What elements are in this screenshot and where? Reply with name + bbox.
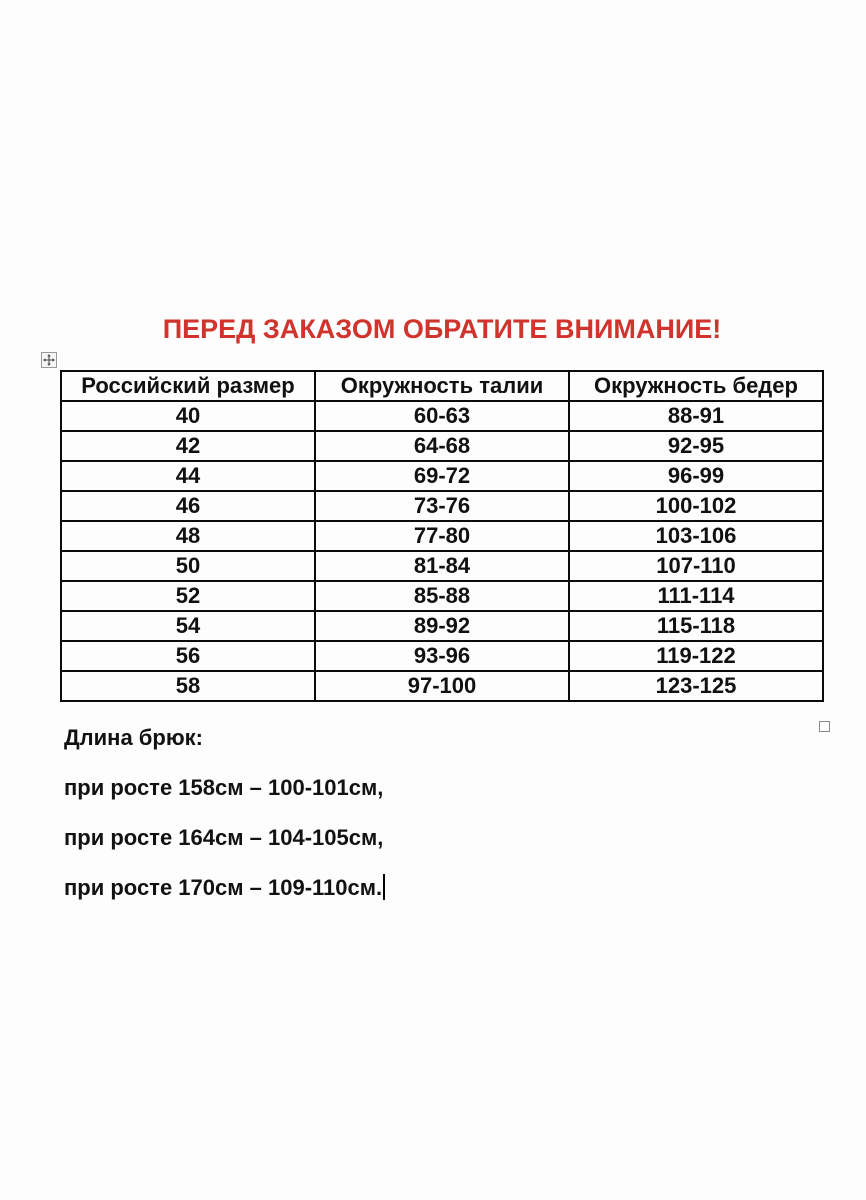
table-cell: 73-76 [315, 491, 569, 521]
table-cell: 88-91 [569, 401, 823, 431]
header-hip-circumference: Окружность бедер [569, 371, 823, 401]
notes-heading [64, 724, 764, 752]
note-line [64, 874, 764, 902]
header-russian-size: Российский размер [61, 371, 315, 401]
table-row [61, 461, 823, 491]
table-cell: 56 [61, 641, 315, 671]
table-cell: 54 [61, 611, 315, 641]
table-cell: 69-72 [315, 461, 569, 491]
size-table-container [60, 370, 824, 702]
table-cell: 42 [61, 431, 315, 461]
note-line [64, 774, 764, 802]
table-header-row [61, 371, 823, 401]
table-cell: 89-92 [315, 611, 569, 641]
table-row [61, 581, 823, 611]
note-line [64, 824, 764, 852]
table-row [61, 401, 823, 431]
table-cell: 81-84 [315, 551, 569, 581]
table-cell: 40 [61, 401, 315, 431]
table-cell: 44 [61, 461, 315, 491]
table-resize-handle[interactable] [819, 721, 830, 732]
move-icon [43, 354, 55, 366]
table-row [61, 671, 823, 701]
table-cell: 46 [61, 491, 315, 521]
table-row [61, 611, 823, 641]
table-cell: 119-122 [569, 641, 823, 671]
note-line-text: при росте 158см – 100-101см, [64, 775, 384, 800]
table-move-handle[interactable] [41, 352, 57, 368]
table-cell: 92-95 [569, 431, 823, 461]
size-table-body [61, 401, 823, 701]
table-cell: 64-68 [315, 431, 569, 461]
table-cell: 50 [61, 551, 315, 581]
table-cell: 77-80 [315, 521, 569, 551]
table-cell: 107-110 [569, 551, 823, 581]
table-row [61, 641, 823, 671]
table-row [61, 431, 823, 461]
table-cell: 96-99 [569, 461, 823, 491]
size-table [60, 370, 824, 702]
table-cell: 48 [61, 521, 315, 551]
table-cell: 100-102 [569, 491, 823, 521]
table-cell: 58 [61, 671, 315, 701]
table-cell: 123-125 [569, 671, 823, 701]
table-cell: 103-106 [569, 521, 823, 551]
header-waist-circumference: Окружность талии [315, 371, 569, 401]
notes-heading-text: Длина брюк: [64, 725, 203, 750]
notes-block [64, 724, 764, 924]
table-cell: 85-88 [315, 581, 569, 611]
table-row [61, 521, 823, 551]
text-cursor [383, 874, 385, 900]
table-row [61, 491, 823, 521]
note-line-text: при росте 164см – 104-105см, [64, 825, 384, 850]
page-title: ПЕРЕД ЗАКАЗОМ ОБРАТИТЕ ВНИМАНИЕ! [162, 314, 722, 344]
table-cell: 93-96 [315, 641, 569, 671]
table-cell: 111-114 [569, 581, 823, 611]
table-cell: 97-100 [315, 671, 569, 701]
table-row [61, 551, 823, 581]
note-line-text: при росте 170см – 109-110см. [64, 875, 383, 900]
table-cell: 52 [61, 581, 315, 611]
table-cell: 60-63 [315, 401, 569, 431]
table-cell: 115-118 [569, 611, 823, 641]
